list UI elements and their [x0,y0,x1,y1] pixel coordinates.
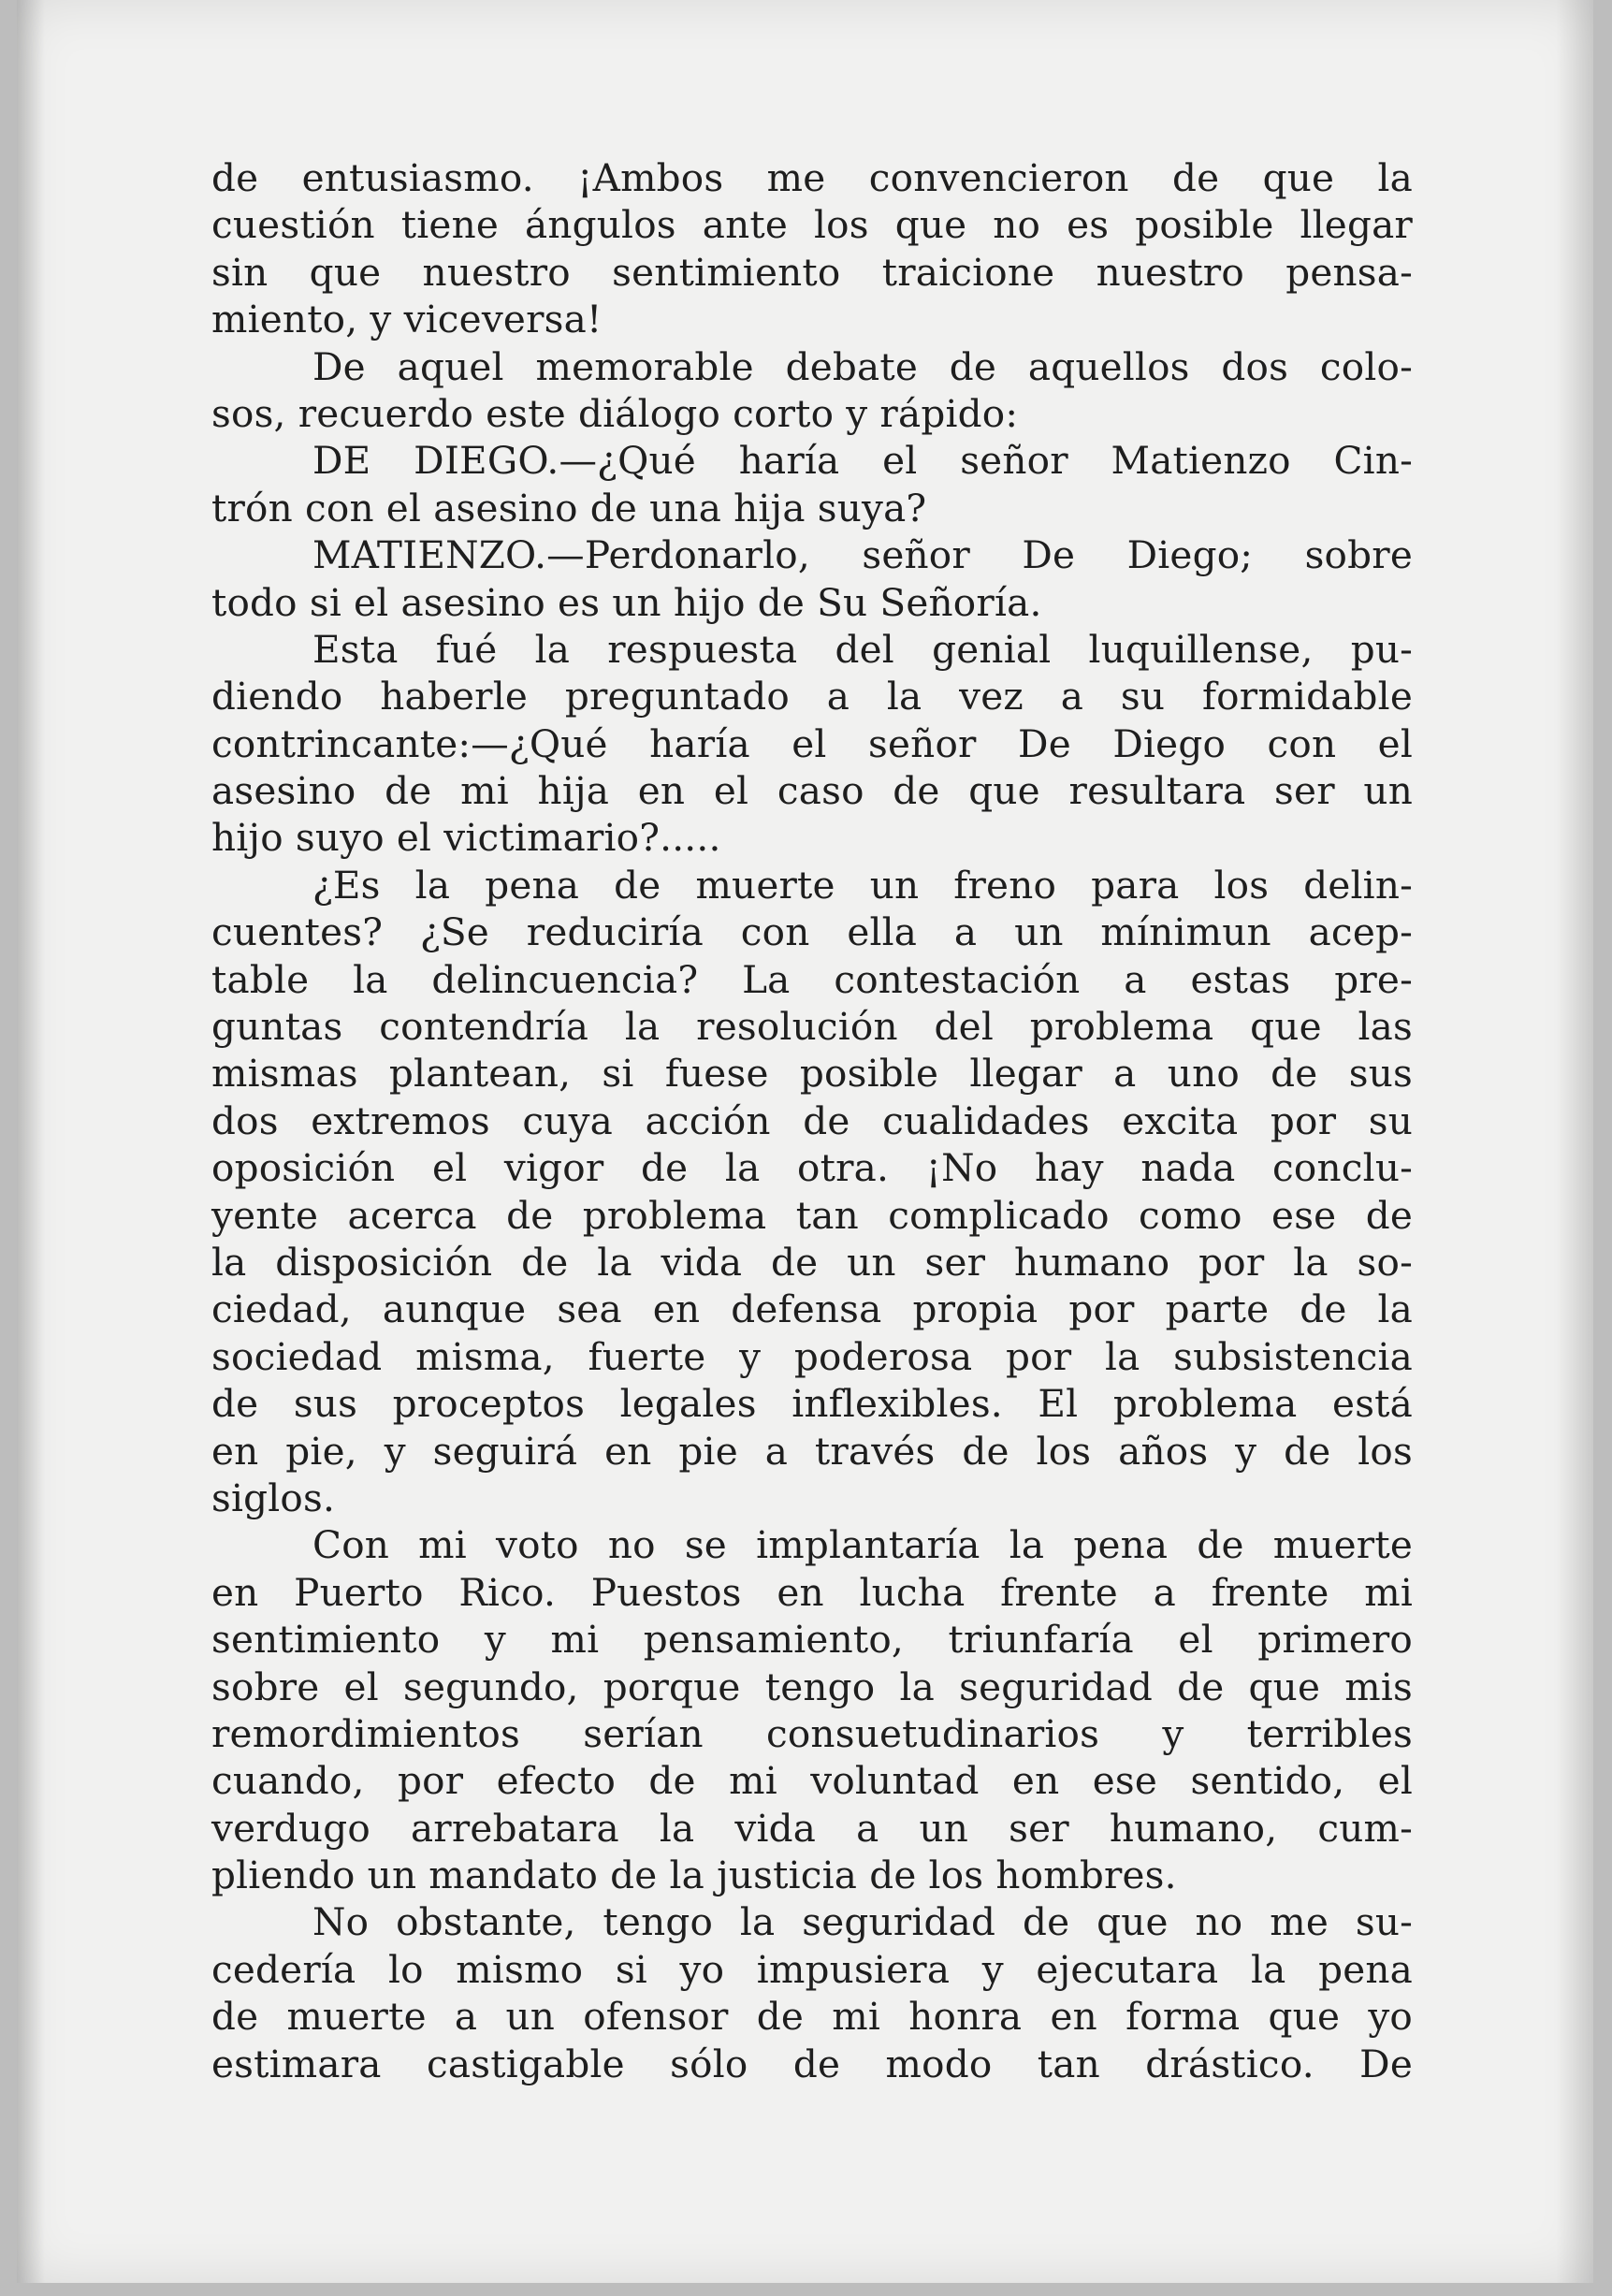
text-line: hijo suyo el victimario?..... [211,815,721,861]
text-line: pliendo un mandato de la justicia de los hombres. [211,1853,1177,1898]
text-line: de sus proceptos legales inflexibles. El problema está [211,1381,1413,1427]
text-line: dos extremos cuya acción de cualidades excita por su [211,1097,1413,1143]
text-line: trón con el asesino de una hija suya? [211,485,927,530]
text-line: en pie, y seguirá en pie a través de los años y de los [211,1428,1413,1474]
text-line: guntas contendría la resolución del problema que las [211,1004,1413,1050]
text-line: siglos. [211,1475,336,1520]
text-line: sos, recuerdo este diálogo corto y rápido: [211,390,1019,436]
text-line: remordimientos serían consuetudinarios y terribles [211,1710,1413,1756]
text-line: sin que nuestro sentimiento traicione nuestro pensa- [211,249,1413,295]
text-line: sobre el segundo, porque tengo la seguridad de que mis [211,1664,1413,1709]
text-line: mismas plantean, si fuese posible llegar a uno de sus [211,1051,1413,1097]
text-line: de muerte a un ofensor de mi honra en forma que yo [211,1994,1413,2040]
text-line: De aquel memorable debate de aquellos dos colo- [312,343,1413,389]
text-line: table la delincuencia? La contestación a estas pre- [211,956,1413,1002]
text-line: cuentes? ¿Se reduciría con ella a un mínimun acep- [211,909,1413,955]
text-line: Esta fué la respuesta del genial luquillense, pu- [312,626,1413,672]
text-line: ¿Es la pena de muerte un freno para los delin- [312,862,1413,908]
text-line: cuestión tiene ángulos ante los que no es posible llegar [211,202,1413,248]
text-line: sociedad misma, fuerte y poderosa por la subsistencia [211,1333,1413,1379]
text-line: Con mi voto no se implantaría la pena de muerte [312,1522,1413,1568]
text-line: sentimiento y mi pensamiento, triunfaría el primero [211,1617,1413,1663]
text-line: de entusiasmo. ¡Ambos me convencieron de que la [211,155,1413,200]
text-line: yente acerca de problema tan complicado como ese de [211,1192,1413,1238]
text-line: ciedad, aunque sea en defensa propia por parte de la [211,1286,1413,1332]
text-line: oposición el vigor de la otra. ¡No hay nada conclu- [211,1145,1413,1191]
text-line: estimara castigable sólo de modo tan drástico. De [211,2041,1413,2086]
text-line: la disposición de la vida de un ser humano por la so- [211,1239,1413,1285]
text-line: cuando, por efecto de mi voluntad en ese sentido, el [211,1758,1413,1804]
text-line: contrincante:—¿Qué haría el señor De Diego con el [211,720,1413,766]
body-text [211,154,1413,2087]
text-line: en Puerto Rico. Puestos en lucha frente a frente mi [211,1569,1413,1615]
text-line: cedería lo mismo si yo impusiera y ejecutara la pena [211,1946,1413,1992]
text-line: DE DIEGO.—¿Qué haría el señor Matienzo Cin- [312,438,1413,484]
scanned-page [17,0,1593,2283]
text-line: No obstante, tengo la seguridad de que no me su- [312,1899,1413,1945]
text-line: MATIENZO.—Perdonarlo, señor De Diego; sobre [312,532,1413,578]
text-line: verdugo arrebatara la vida a un ser humano, cum- [211,1805,1413,1851]
text-line: asesino de mi hija en el caso de que resultara ser un [211,768,1413,814]
text-line: todo si el asesino es un hijo de Su Señoría. [211,579,1042,625]
text-line: diendo haberle preguntado a la vez a su formidable [211,674,1413,719]
text-line: miento, y viceversa! [211,297,603,342]
